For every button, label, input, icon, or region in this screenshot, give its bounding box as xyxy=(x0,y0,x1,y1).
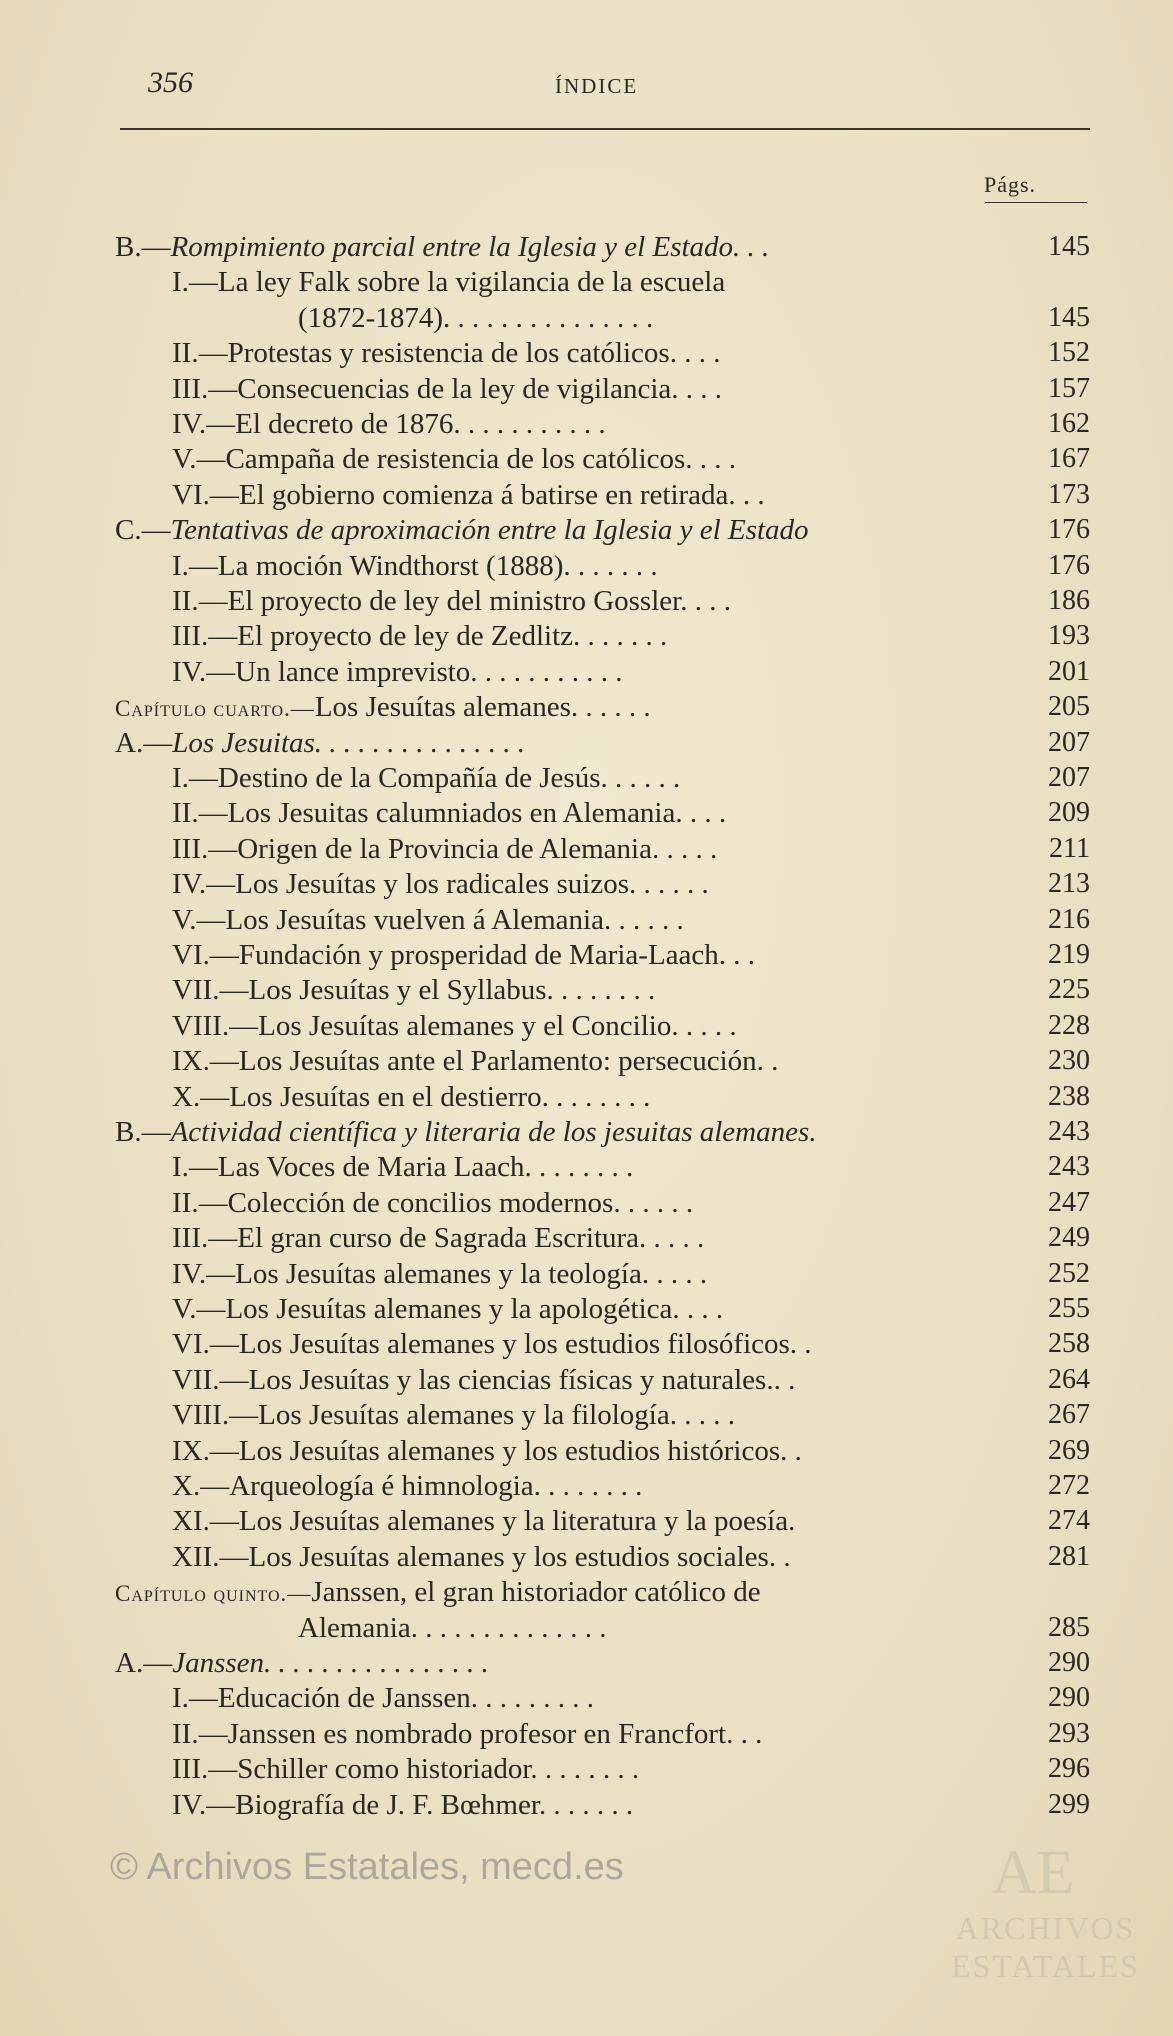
toc-entry xyxy=(172,1750,1090,1788)
toc-entry-text xyxy=(172,1184,693,1222)
toc-entry xyxy=(172,1290,1090,1328)
toc-entry-text xyxy=(172,1148,633,1186)
toc-entry-number: VI.— xyxy=(172,939,239,971)
toc-entry-title: Janssen es nombrado profesor en Francfort. . . xyxy=(227,1718,763,1750)
toc-entry-number: V.— xyxy=(172,1293,226,1325)
toc-entry xyxy=(172,547,1090,585)
toc-page-number: 267 xyxy=(1048,1399,1090,1430)
toc-entry-text xyxy=(172,830,717,868)
toc-entry-title: Los Jesuítas alemanes y la literatura y la poesía. xyxy=(238,1505,796,1537)
toc-page-number: 201 xyxy=(1048,656,1090,687)
toc-entry-title: Educación de Janssen. . . . . . . . . xyxy=(217,1682,595,1714)
toc-entry-text xyxy=(172,1007,737,1045)
toc-page-number: 290 xyxy=(1048,1647,1090,1678)
toc-entry-title: Arqueología é himnologia. . . . . . . . xyxy=(229,1470,643,1502)
toc-entry xyxy=(172,370,1090,408)
toc-page-number: 264 xyxy=(1048,1364,1090,1395)
toc-entry xyxy=(115,1573,1090,1611)
toc-entry xyxy=(172,617,1090,655)
toc-page-number: 281 xyxy=(1048,1541,1090,1572)
toc-entry-number: II.— xyxy=(172,585,228,617)
toc-entry-title: Janssen, el gran historiador católico de xyxy=(311,1576,761,1608)
toc-entry-number: I.— xyxy=(172,1682,218,1714)
toc-entry-title: La ley Falk sobre la vigilancia de la escuela xyxy=(217,266,726,298)
toc-entry-title: Un lance imprevisto. . . . . . . . . . . xyxy=(235,656,623,688)
toc-entry xyxy=(172,1715,1090,1753)
toc-entry-number: III.— xyxy=(172,373,238,405)
toc-page-number: 296 xyxy=(1048,1753,1090,1784)
toc-entry-number: VIII.— xyxy=(172,1399,259,1431)
toc-entry-text xyxy=(172,1078,650,1116)
toc-entry-title: Origen de la Provincia de Alemania. . . . . xyxy=(237,833,718,865)
toc-entry-number: IX.— xyxy=(172,1045,239,1077)
toc-entry-text xyxy=(172,476,765,514)
toc-entry xyxy=(172,1255,1090,1293)
toc-entry-number: XI.— xyxy=(172,1505,239,1537)
toc-entry-title: Los Jesuítas alemanes. . . . . . xyxy=(314,691,651,723)
toc-entry-title: Actividad científica y literaria de los jesuitas alemanes. xyxy=(170,1116,817,1148)
toc-page-number: 152 xyxy=(1048,337,1090,368)
toc-entry xyxy=(172,1219,1090,1257)
toc-entry-text xyxy=(172,1219,704,1257)
toc-page-number: 249 xyxy=(1048,1222,1090,1253)
toc-entry-number: B.— xyxy=(115,1116,171,1148)
toc-entry xyxy=(172,1396,1090,1434)
toc-page-number: 193 xyxy=(1048,620,1090,651)
toc-entry-text xyxy=(172,1786,633,1824)
toc-entry-number: IX.— xyxy=(172,1435,239,1467)
copyright-watermark: © Archivos Estatales, mecd.es xyxy=(110,1846,624,1888)
toc-entry-title: El proyecto de ley del ministro Gossler. . . . xyxy=(227,585,731,617)
toc-page-number: 176 xyxy=(1048,550,1090,581)
toc-entry-number: X.— xyxy=(172,1081,230,1113)
toc-entry xyxy=(172,971,1090,1009)
toc-entry xyxy=(172,440,1090,478)
toc-entry-title: Janssen. . . . . . . . . . . . . . . . xyxy=(172,1647,489,1679)
toc-page-number: 162 xyxy=(1048,408,1090,439)
toc-entry-text xyxy=(172,1538,791,1576)
toc-entry xyxy=(172,794,1090,832)
archive-logo xyxy=(928,1838,1163,1998)
toc-entry xyxy=(115,228,1090,266)
toc-page-number: 145 xyxy=(1048,302,1090,333)
toc-entry-number: IV.— xyxy=(172,1258,236,1290)
toc-entry xyxy=(172,653,1090,691)
toc-entry-number: II.— xyxy=(172,337,228,369)
toc-entry xyxy=(172,334,1090,372)
toc-page-number: 258 xyxy=(1048,1328,1090,1359)
page-number: 356 xyxy=(148,66,193,99)
toc-entry xyxy=(172,1361,1090,1399)
toc-page-number: 290 xyxy=(1048,1682,1090,1713)
toc-entry-number: V.— xyxy=(172,443,226,475)
toc-page-number: 205 xyxy=(1048,691,1090,722)
toc-entry-title: Los Jesuitas. . . . . . . . . . . . . . . xyxy=(172,727,526,759)
toc-page-number: 157 xyxy=(1048,373,1090,404)
toc-page-number: 145 xyxy=(1048,231,1090,262)
toc-entry-number: XII.— xyxy=(172,1541,249,1573)
toc-entry xyxy=(172,1184,1090,1222)
toc-entry-number: VII.— xyxy=(172,974,249,1006)
toc-entry-title: Los Jesuítas y el Syllabus. . . . . . . . xyxy=(248,974,656,1006)
toc-entry-title: Fundación y prosperidad de Maria-Laach. . . xyxy=(238,939,756,971)
toc-entry-text xyxy=(115,511,809,549)
toc-page-number: 211 xyxy=(1049,833,1090,864)
toc-entry-text xyxy=(172,1502,795,1540)
toc-entry-title: Destino de la Compañía de Jesús. . . . . . xyxy=(217,762,681,794)
toc-page-number: 176 xyxy=(1048,514,1090,545)
toc-entry xyxy=(172,476,1090,514)
toc-entry xyxy=(172,830,1090,868)
toc-entry-text xyxy=(172,617,667,655)
toc-entry-text xyxy=(172,936,755,974)
toc-entry-title: Los Jesuítas alemanes y el Concilio. . . . . xyxy=(258,1010,737,1042)
toc-entry xyxy=(172,405,1090,443)
toc-page-number: 255 xyxy=(1048,1293,1090,1324)
toc-entry-number: A.— xyxy=(115,1647,173,1679)
toc-entry xyxy=(172,1078,1090,1116)
toc-entry-text xyxy=(172,582,731,620)
toc-entry-title: (1872-1874). . . . . . . . . . . . . . . xyxy=(298,302,654,334)
toc-entry-title: Los Jesuítas y los radicales suizos. . . . . . xyxy=(235,868,709,900)
toc-entry-text xyxy=(172,971,655,1009)
toc-entry-number: II.— xyxy=(172,1187,228,1219)
toc-entry-number: VII.— xyxy=(172,1364,249,1396)
toc-entry-title: Los Jesuítas en el destierro. . . . . . . . xyxy=(229,1081,651,1113)
toc-entry-title: El gran curso de Sagrada Escritura. . . . . xyxy=(237,1222,705,1254)
toc-entry-title: El proyecto de ley de Zedlitz. . . . . . . xyxy=(237,620,668,652)
toc-page-number: 285 xyxy=(1048,1612,1090,1643)
toc-entry xyxy=(172,582,1090,620)
toc-entry-number: III.— xyxy=(172,620,238,652)
toc-entry-number: IV.— xyxy=(172,656,236,688)
toc-entry-title: Colección de concilios modernos. . . . . . xyxy=(227,1187,694,1219)
toc-entry-text xyxy=(172,1255,707,1293)
toc-entry-number: II.— xyxy=(172,1718,228,1750)
toc-entry-text xyxy=(115,724,525,762)
toc-entry-text xyxy=(172,263,725,301)
toc-entry xyxy=(172,1148,1090,1186)
toc-entry xyxy=(172,1467,1090,1505)
toc-entry-text xyxy=(172,1432,802,1470)
toc-entry-text xyxy=(172,547,658,585)
toc-entry-title: El gobierno comienza á batirse en retirada. . . xyxy=(238,479,765,511)
toc-entry-text xyxy=(298,1609,606,1647)
toc-entry-number: I.— xyxy=(172,550,218,582)
toc-entry-title: El decreto de 1876. . . . . . . . . . . xyxy=(235,408,606,440)
pages-column-label: Págs. xyxy=(984,172,1037,197)
toc-entry-title: Los Jesuítas alemanes y los estudios filosóficos. . xyxy=(238,1328,812,1360)
toc-entry-number: VIII.— xyxy=(172,1010,259,1042)
toc-entry-text xyxy=(172,334,720,372)
running-header-title: ÍNDICE xyxy=(555,74,639,98)
toc-entry-number: I.— xyxy=(172,266,218,298)
toc-entry-number: X.— xyxy=(172,1470,230,1502)
toc-entry-text xyxy=(172,794,726,832)
header-rule xyxy=(120,128,1090,130)
toc-entry xyxy=(172,901,1090,939)
toc-entry xyxy=(172,936,1090,974)
toc-page-number: 272 xyxy=(1048,1470,1090,1501)
toc-entry-title: Los Jesuítas alemanes y la apologética. . . . xyxy=(225,1293,724,1325)
toc-entry-number: VI.— xyxy=(172,479,239,511)
toc-entry-number: II.— xyxy=(172,797,228,829)
toc-entry-text xyxy=(172,1679,594,1717)
toc-entry xyxy=(172,865,1090,903)
toc-entry-number: I.— xyxy=(172,1151,218,1183)
toc-entry-number: B.— xyxy=(115,231,171,263)
toc-entry-number: I.— xyxy=(172,762,218,794)
toc-entry-title: Los Jesuítas alemanes y la filología. . . . . xyxy=(258,1399,735,1431)
toc-entry xyxy=(115,1644,1090,1682)
toc-entry xyxy=(172,1502,1090,1540)
toc-entry-title: Protestas y resistencia de los católicos. . . . xyxy=(227,337,721,369)
toc-page-number: 228 xyxy=(1048,1010,1090,1041)
toc-entry-title: Alemania. . . . . . . . . . . . . . xyxy=(298,1612,607,1644)
toc-entry xyxy=(115,1113,1090,1151)
toc-entry xyxy=(115,511,1090,549)
toc-entry-text xyxy=(172,1396,735,1434)
toc-entry xyxy=(115,688,1090,726)
toc-entry-text xyxy=(298,299,653,337)
toc-entry-text xyxy=(115,1644,489,1682)
toc-entry xyxy=(298,1609,1090,1647)
toc-entry-text xyxy=(172,759,680,797)
toc-entry-title: Biografía de J. F. Bœhmer. . . . . . . xyxy=(235,1789,634,1821)
toc-entry-number: IV.— xyxy=(172,1789,236,1821)
toc-page-number: 225 xyxy=(1048,974,1090,1005)
toc-entry-title: Schiller como historiador. . . . . . . . xyxy=(237,1753,640,1785)
toc-entry xyxy=(172,1007,1090,1045)
toc-page-number: 186 xyxy=(1048,585,1090,616)
toc-entry-title: Los Jesuítas alemanes y los estudios sociales. . xyxy=(248,1541,791,1573)
toc-entry-number: C.— xyxy=(115,514,171,546)
toc-entry-text xyxy=(172,1467,642,1505)
toc-entry-number: VI.— xyxy=(172,1328,239,1360)
archive-logo-mark: AE xyxy=(991,1839,1075,1907)
toc-page-number: 238 xyxy=(1048,1081,1090,1112)
toc-entry-title: Campaña de resistencia de los católicos. . . . xyxy=(225,443,737,475)
toc-page-number: 219 xyxy=(1048,939,1090,970)
toc-entry-title: La moción Windthorst (1888). . . . . . . xyxy=(217,550,658,582)
toc-entry-number: IV.— xyxy=(172,868,236,900)
toc-entry xyxy=(172,759,1090,797)
toc-entry-text xyxy=(172,901,684,939)
toc-entry-text xyxy=(172,405,606,443)
toc-page-number: 216 xyxy=(1048,904,1090,935)
toc-entry-text xyxy=(172,1042,778,1080)
chapter-label: Capítulo cuarto.— xyxy=(115,696,315,721)
toc-entry-text xyxy=(172,653,623,691)
toc-entry xyxy=(172,1679,1090,1717)
toc-entry-text xyxy=(172,1361,795,1399)
toc-entry-number: III.— xyxy=(172,1222,238,1254)
toc-page-number: 167 xyxy=(1048,443,1090,474)
toc-entry-text xyxy=(115,688,651,728)
toc-entry xyxy=(115,724,1090,762)
toc-entry-text xyxy=(172,865,709,903)
toc-entry xyxy=(172,1538,1090,1576)
toc-page-number: 274 xyxy=(1048,1505,1090,1536)
toc-entry xyxy=(172,1042,1090,1080)
toc-entry-title: Las Voces de Maria Laach. . . . . . . . xyxy=(217,1151,634,1183)
toc-page-number: 243 xyxy=(1048,1151,1090,1182)
toc-entry-title: Los Jesuítas alemanes y la teología. . . . . xyxy=(235,1258,708,1290)
toc-page-number: 213 xyxy=(1048,868,1090,899)
toc-entry-title: Consecuencias de la ley de vigilancia. . . . xyxy=(237,373,723,405)
toc-entry-text xyxy=(172,1325,812,1363)
toc-page-number: 269 xyxy=(1048,1435,1090,1466)
toc-page-number: 209 xyxy=(1048,797,1090,828)
toc-entry xyxy=(298,299,1090,337)
toc-page-number: 230 xyxy=(1048,1045,1090,1076)
toc-entry-text xyxy=(172,1750,639,1788)
toc-entry-title: Los Jesuítas alemanes y los estudios históricos. . xyxy=(238,1435,802,1467)
toc-page-number: 293 xyxy=(1048,1718,1090,1749)
toc-entry-title: Los Jesuítas vuelven á Alemania. . . . . . xyxy=(225,904,684,936)
toc-entry-text xyxy=(115,228,769,266)
toc-entry-text xyxy=(172,1715,762,1753)
toc-entry-number: III.— xyxy=(172,1753,238,1785)
toc-entry-text xyxy=(115,1113,817,1151)
toc-entry xyxy=(172,1325,1090,1363)
archive-logo-line1: ARCHIVOS xyxy=(955,1910,1136,1946)
toc-page-number: 299 xyxy=(1048,1789,1090,1820)
toc-entry-number: V.— xyxy=(172,904,226,936)
archive-logo-line2: ESTATALES xyxy=(951,1948,1140,1984)
toc-entry-text xyxy=(172,1290,723,1328)
toc-entry-number: IV.— xyxy=(172,408,236,440)
toc-entry-number: A.— xyxy=(115,727,173,759)
toc-page-number: 243 xyxy=(1048,1116,1090,1147)
toc-page-number: 252 xyxy=(1048,1258,1090,1289)
toc-entry xyxy=(172,263,1090,301)
toc-entry xyxy=(172,1432,1090,1470)
toc-entry-text xyxy=(115,1573,761,1613)
toc-page-number: 247 xyxy=(1048,1187,1090,1218)
toc-entry-text xyxy=(172,370,722,408)
toc-entry-title: Rompimiento parcial entre la Iglesia y el Estado. . . xyxy=(170,231,770,263)
toc-page-number: 173 xyxy=(1048,479,1090,510)
toc-entry-title: Los Jesuitas calumniados en Alemania. . . . xyxy=(227,797,727,829)
toc-entry-title: Los Jesuítas ante el Parlamento: persecución. . xyxy=(238,1045,779,1077)
toc-entry-number: III.— xyxy=(172,833,238,865)
toc-entry-text xyxy=(172,440,736,478)
chapter-label: Capítulo quinto.— xyxy=(115,1581,312,1606)
toc-entry xyxy=(172,1786,1090,1824)
toc-page-number: 207 xyxy=(1048,762,1090,793)
pages-column-rule xyxy=(985,202,1087,203)
toc-page-number: 207 xyxy=(1048,727,1090,758)
toc-entry-title: Tentativas de aproximación entre la Iglesia y el Estado xyxy=(170,514,809,546)
toc-entry-title: Los Jesuítas y las ciencias físicas y naturales.. . xyxy=(248,1364,796,1396)
